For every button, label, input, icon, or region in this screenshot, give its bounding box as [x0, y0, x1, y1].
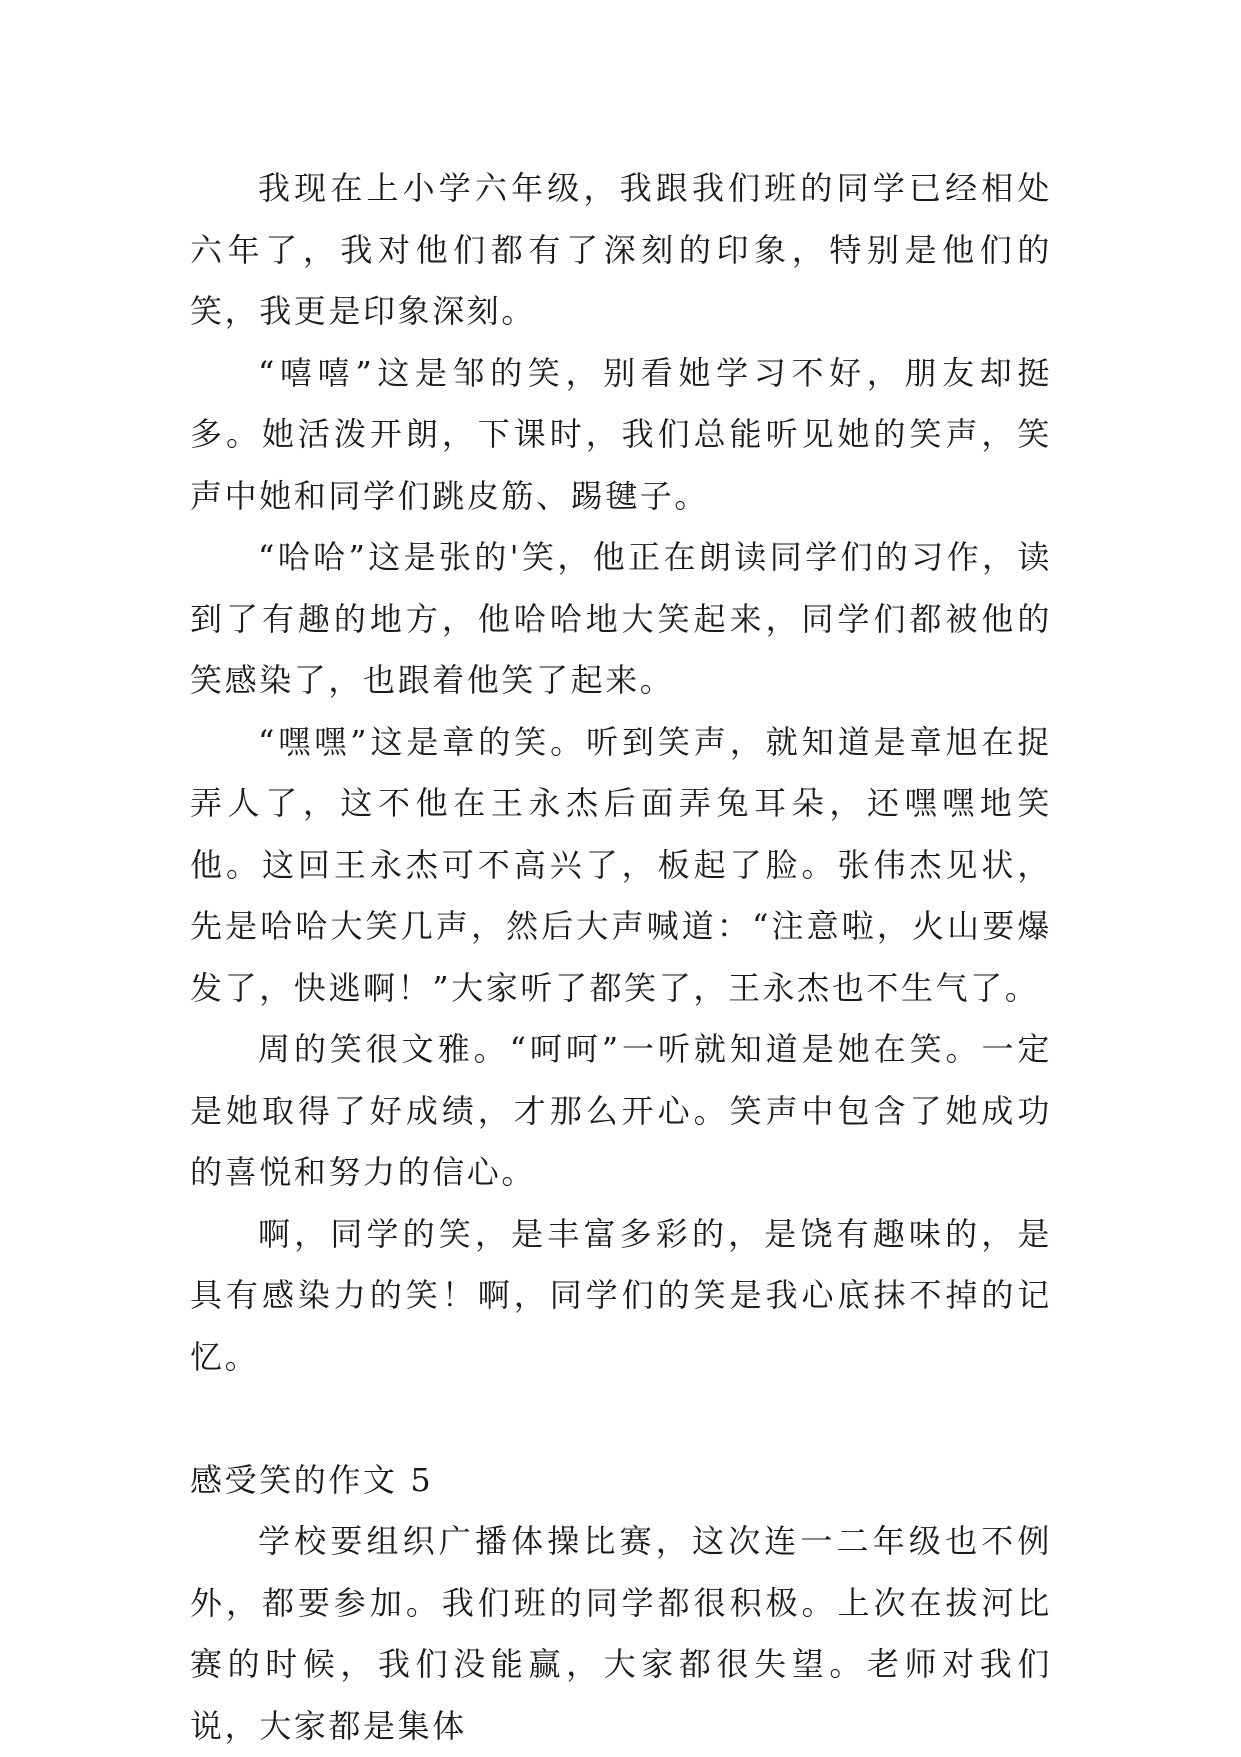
section-heading: 感受笑的作文 5: [190, 1460, 434, 1499]
paragraph-6: 啊，同学的笑，是丰富多彩的，是饶有趣味的，是具有感染力的笑！啊，同学们的笑是我心底抹不掉的记忆。: [190, 1214, 1052, 1376]
paragraph-3: “哈哈”这是张的'笑，他正在朗读同学们的习作，读到了有趣的地方，他哈哈地大笑起来，同学们都被他的笑感染了，也跟着他笑了起来。: [190, 538, 1052, 699]
section-spacer: [190, 1388, 1052, 1450]
paragraph-5: 周的笑很文雅。“呵呵”一听就知道是她在笑。一定是她取得了好成绩，才那么开心。笑声中包含了她成功的喜悦和努力的信心。: [190, 1030, 1052, 1191]
paragraph-1: 我现在上小学六年级，我跟我们班的同学已经相处六年了，我对他们都有了深刻的印象，特别是他们的笑，我更是印象深刻。: [190, 169, 1052, 330]
paragraph-2: “嘻嘻”这是邹的笑，别看她学习不好，朋友却挺多。她活泼开朗，下课时，我们总能听见她的笑声，笑声中她和同学们跳皮筋、踢毽子。: [190, 353, 1052, 515]
document-body: [190, 158, 1052, 1757]
paragraph-7: 学校要组织广播体操比赛，这次连一二年级也不例外，都要参加。我们班的同学都很积极。上次在拔河比赛的时候，我们没能赢，大家都很失望。老师对我们说，大家都是集体: [190, 1522, 1052, 1745]
paragraph-4: “嘿嘿”这是章的笑。听到笑声，就知道是章旭在捉弄人了，这不他在王永杰后面弄兔耳朵，还嘿嘿地笑他。这回王永杰可不高兴了，板起了脸。张伟杰见状，先是哈哈大笑几声，然后大声喊道：“注意啦，火山要爆发了，快逃啊！”大家听了都笑了，王永杰也不生气了。: [190, 722, 1052, 1007]
